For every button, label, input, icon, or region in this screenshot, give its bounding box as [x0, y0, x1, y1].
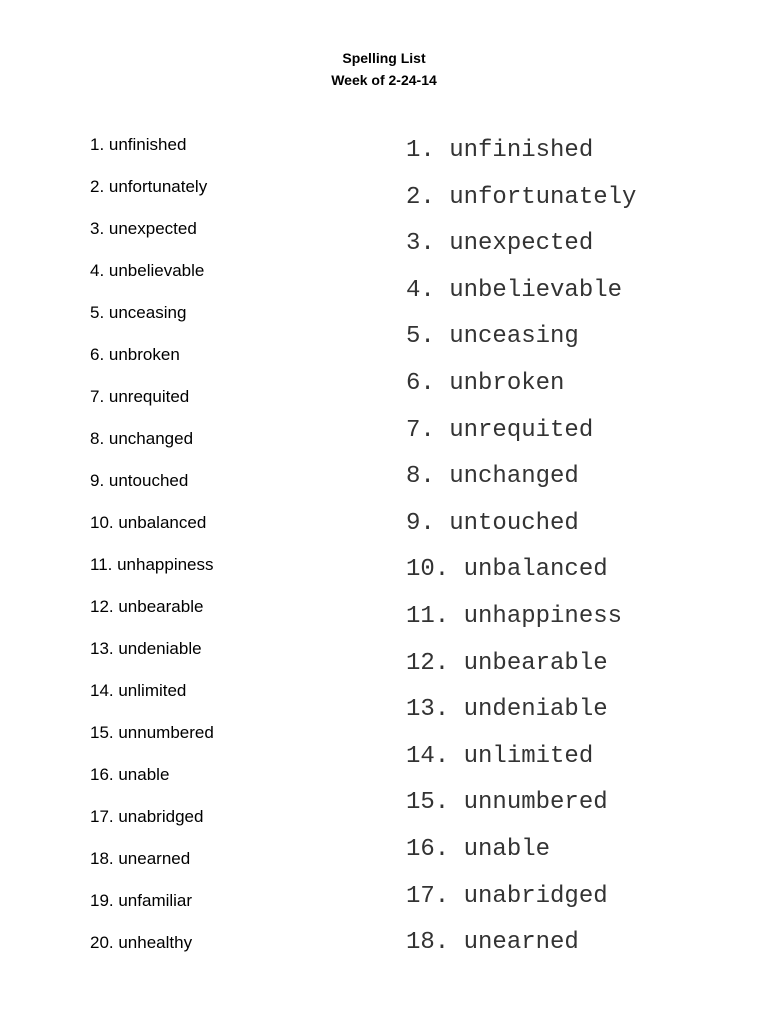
list-item: 13. undeniable	[90, 639, 202, 658]
list-item: 11. unhappiness	[406, 603, 623, 630]
list-item: 7. unrequited	[90, 387, 190, 406]
list-item: 16. unable	[406, 836, 551, 863]
list-item: 17. unabridged	[406, 882, 608, 910]
list-item: 12. unbearable	[406, 649, 608, 677]
list-item: 8. unchanged	[406, 463, 579, 491]
list-item: 18. unearned	[406, 929, 579, 957]
list-item: 5. unceasing	[90, 303, 187, 322]
list-item: 18. unearned	[90, 849, 191, 868]
list-item: 1. unfinished	[90, 135, 187, 154]
list-item: 1. unfinished	[406, 137, 594, 164]
list-item: 2. unfortunately	[90, 177, 208, 196]
list-item: 7. unrequited	[406, 416, 594, 444]
list-item: 9. untouched	[90, 471, 189, 490]
list-item: 11. unhappiness	[90, 555, 214, 574]
list-item: 6. unbroken	[90, 345, 180, 364]
list-item: 4. unbelievable	[406, 276, 623, 304]
list-item: 3. unexpected	[406, 230, 594, 258]
list-item: 8. unchanged	[90, 429, 194, 448]
page-title: Spelling List	[342, 50, 426, 66]
list-item: 10. unbalanced	[90, 513, 207, 532]
list-item: 2. unfortunately	[406, 183, 637, 211]
list-item: 14. unlimited	[406, 742, 594, 770]
page-subtitle: Week of 2-24-14	[331, 72, 437, 88]
list-item: 4. unbelievable	[90, 261, 205, 280]
list-item: 20. unhealthy	[90, 933, 193, 952]
list-item: 19. unfamiliar	[90, 891, 193, 910]
list-item: 14. unlimited	[90, 681, 187, 700]
list-item: 17. unabridged	[90, 807, 204, 826]
list-item: 16. unable	[90, 765, 170, 784]
list-item: 13. undeniable	[406, 696, 608, 724]
list-item: 10. unbalanced	[406, 556, 608, 584]
list-item: 6. unbroken	[406, 370, 565, 397]
list-item: 12. unbearable	[90, 597, 204, 616]
list-item: 3. unexpected	[90, 219, 197, 238]
list-item: 15. unnumbered	[90, 723, 214, 742]
list-item: 15. unnumbered	[406, 789, 608, 817]
list-item: 5. unceasing	[406, 323, 579, 351]
list-item: 9. untouched	[406, 509, 579, 537]
